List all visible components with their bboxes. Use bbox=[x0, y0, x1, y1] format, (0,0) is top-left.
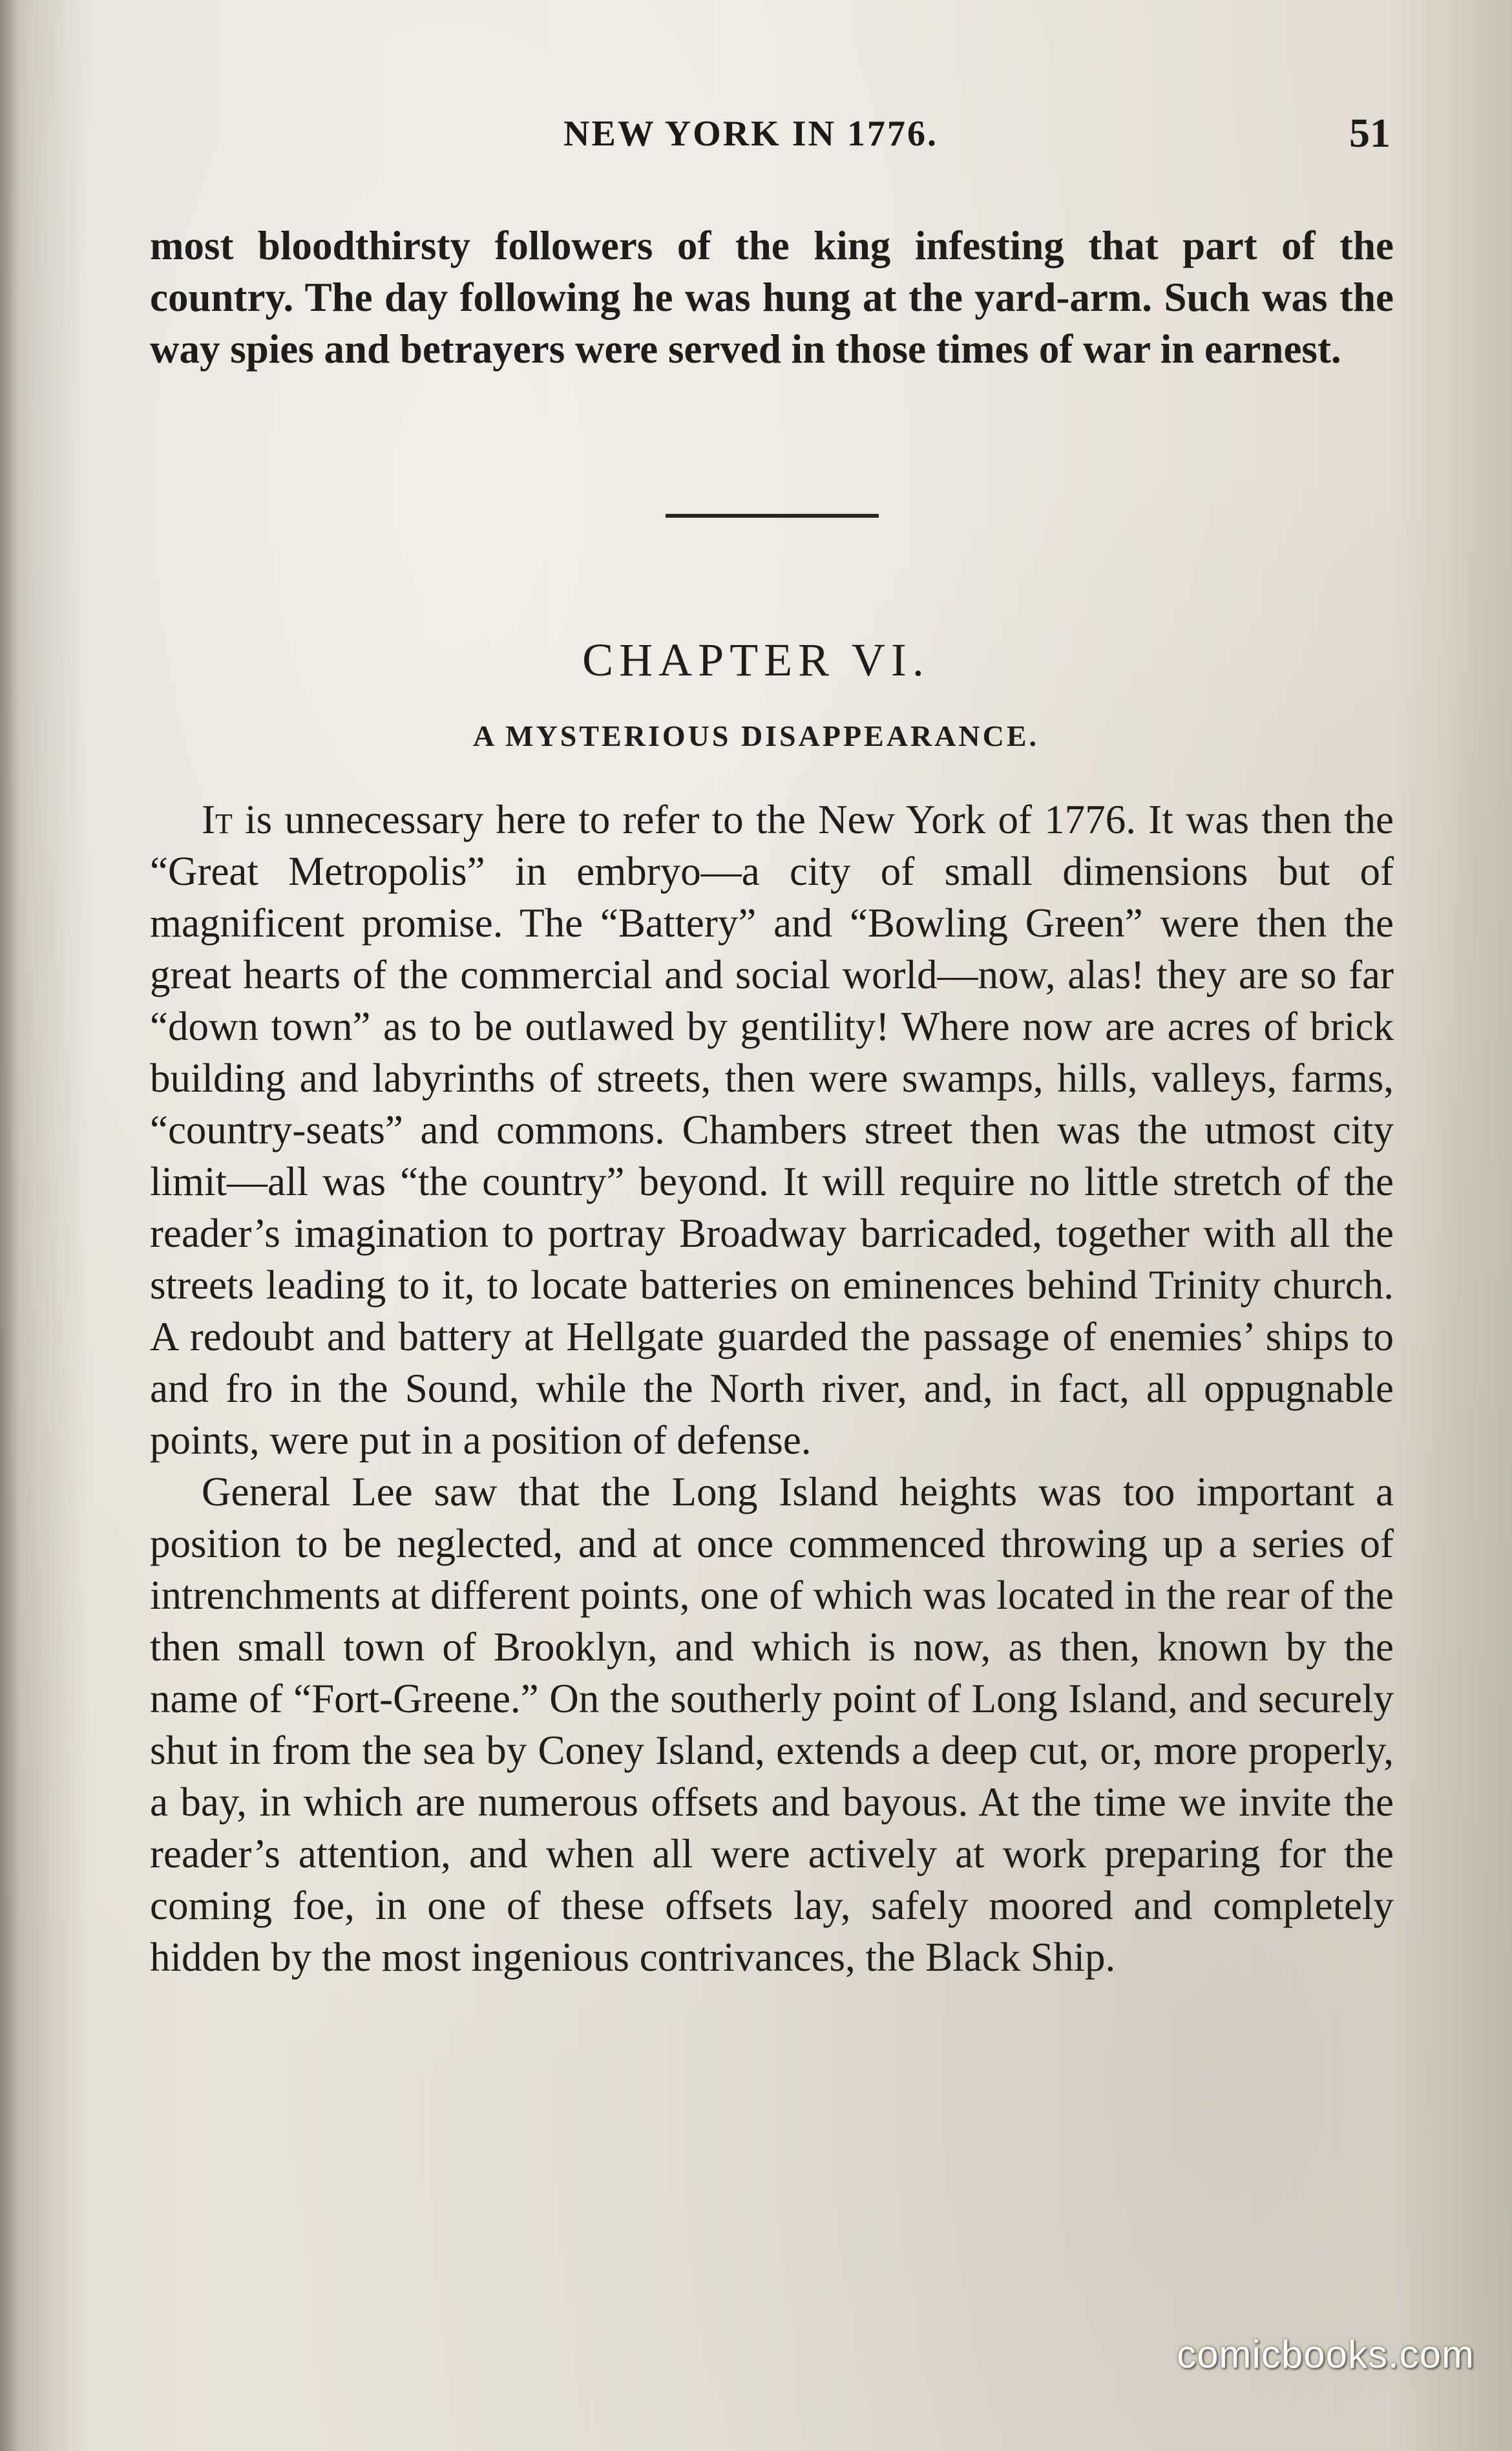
chapter-subtitle: A MYSTERIOUS DISAPPEARANCE. bbox=[472, 719, 1040, 752]
paragraph-text: is unnecessary here to refer to the New York of 1776. It was then the “Great Metropolis” in embryo—a city of small dimensions but of magnificent promise. The “Battery” and “Bowling Green” were then the great hearts of the commercial and social world—now, alas! they are so far “down town” as to be outlawed by gentility! Where now are acres of brick building and labyrinths of streets, then were swamps, hills, valleys, farms, “country-seats” and commons. Chambers street then was the utmost city limit—all was “the country” beyond. It will require no little stretch of the reader’s imagination to portray Broadway barricaded, together with all the streets leading to it, to locate batteries on eminences behind Trinity church. A redoubt and battery at Hellgate guarded the passage of enemies’ ships to and fro in the Sound, while the North river, and, in fact, all oppugnable points, were put in a position of defense. bbox=[150, 797, 1394, 1463]
page-edge-shadow bbox=[0, 0, 19, 2451]
body-paragraph bbox=[150, 794, 1394, 1466]
opening-paragraph-block bbox=[150, 220, 1394, 375]
running-title: NEW YORK IN 1776. bbox=[563, 114, 938, 154]
page-number: 51 bbox=[1349, 110, 1391, 156]
chapter-title: CHAPTER VI. bbox=[582, 634, 930, 686]
section-divider bbox=[666, 514, 879, 518]
chapter-body bbox=[150, 794, 1394, 1983]
body-paragraph: General Lee saw that the Long Island heights was too important a position to be neglected, and at once commenced throwing up a series of intrenchments at different points, one of which was located in the rear of the then small town of Brooklyn, and which is now, as then, known by the name of “Fort-Greene.” On the southerly point of Long Island, and securely shut in from the sea by Coney Island, extends a deep cut, or, more properly, a bay, in which are numerous offsets and bayous. At the time we invite the reader’s attention, and when all were actively at work preparing for the coming foe, in one of these offsets lay, safely moored and completely hidden by the most ingenious contrivances, the Black Ship. bbox=[150, 1469, 1394, 1980]
opening-paragraph: most bloodthirsty followers of the king infesting that part of the country. The day following he was hung at the yard-arm. Such was the way spies and betrayers were served in those times of war in earnest. bbox=[150, 223, 1394, 372]
drop-lead-word: It bbox=[202, 797, 233, 842]
watermark-logo: comicbooks.com bbox=[1177, 2333, 1475, 2376]
page-header bbox=[150, 110, 1391, 171]
